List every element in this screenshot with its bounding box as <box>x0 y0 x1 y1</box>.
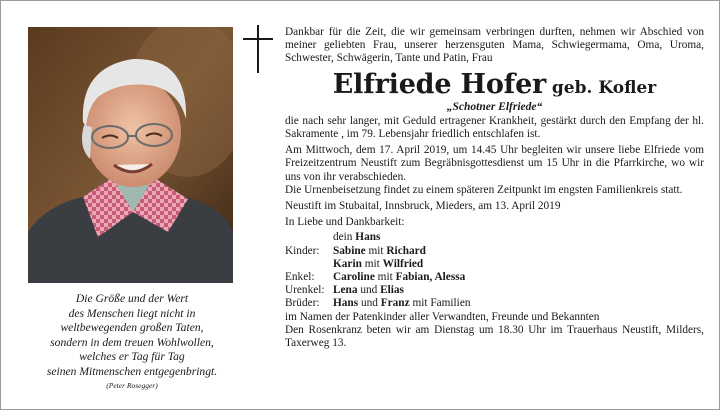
quote-line: welches er Tag für Tag <box>79 350 185 364</box>
maiden-name: geb. Kofler <box>551 77 657 98</box>
relative-row: Brüder: Hans und Franz mit Familien <box>285 297 471 310</box>
intro-text: Dankbar für die Zeit, die wir gemeinsam verbringen durften, nehmen wir Abschied von meiner geliebten Frau, unserer herzensguten Mama, Schwiegermama, Oma, Uroma, Schwester, Schwägerin, Tante und Patin, Frau <box>285 26 704 65</box>
relatives-list <box>285 231 704 310</box>
funeral-text: Am Mittwoch, dem 17. April 2019, um 14.45 Uhr begleiten wir unsere liebe Elfriede vom Freizeitzentrum Neustift zum Begräbnisgottesdienst um 15 Uhr in die Pfarrkirche, wo wir uns von ihr verabschieden. <box>285 144 704 183</box>
cross-icon <box>243 25 273 73</box>
deceased-name-line <box>285 70 704 105</box>
godchildren-text: im Namen der Patenkinder aller Verwandten, Freunde und Bekannten <box>285 310 600 323</box>
husband-pre: dein <box>333 231 353 244</box>
quote-line: des Menschen liegt nicht in <box>68 306 196 320</box>
quote-line: weltbewegenden großen Taten, <box>60 321 204 335</box>
nickname: „Schotner Elfriede“ <box>446 100 543 113</box>
closing-intro: In Liebe und Dankbarkeit: <box>285 216 405 229</box>
urn-text: Die Urnenbeisetzung findet zu einem späteren Zeitpunkt im engsten Familienkreis statt. <box>285 183 683 196</box>
quote-line: seinen Mitmenschen entgegenbringt. <box>46 364 218 378</box>
place-date: Neustift im Stubaital, Innsbruck, Mieders, am 13. April 2019 <box>285 200 561 213</box>
quote-line: Die Größe und der Wert <box>75 292 189 305</box>
relative-label: Urenkel: <box>285 284 325 297</box>
quote-line: sondern in dem treuen Wohlwollen, <box>50 335 214 349</box>
deceased-name: Elfriede Hofer <box>332 68 547 100</box>
obituary-text <box>285 26 704 350</box>
relative-label: Brüder: <box>285 297 320 310</box>
death-text: die nach sehr langer, mit Geduld ertragener Krankheit, gestärkt durch den Empfang der hl. Sakramente , im 79. Lebensjahr friedlich entschlafen ist. <box>285 114 704 141</box>
relative-label <box>285 258 333 271</box>
portrait-photo <box>28 27 233 283</box>
relative-label: Enkel: <box>285 271 315 284</box>
relative-row: Urenkel: Lena und Elias <box>285 284 404 297</box>
quote-author: (Peter Rosegger) <box>106 380 158 390</box>
rosary-text: Den Rosenkranz beten wir am Dienstag um 18.30 Uhr im Trauerhaus Neustift, Milders, Taxerweg 13. <box>285 323 704 350</box>
relative-label: Kinder: <box>285 244 320 257</box>
relative-row: Kinder: Sabine mit Richard <box>285 244 426 257</box>
relative-row: Enkel: Caroline mit Fabian, Alessa <box>285 271 466 284</box>
portrait-illustration <box>28 27 233 283</box>
husband-name: Hans <box>355 231 381 244</box>
memorial-quote <box>31 292 233 391</box>
relative-row: Karin mit Wilfried <box>285 258 704 271</box>
husband-row <box>285 231 704 244</box>
